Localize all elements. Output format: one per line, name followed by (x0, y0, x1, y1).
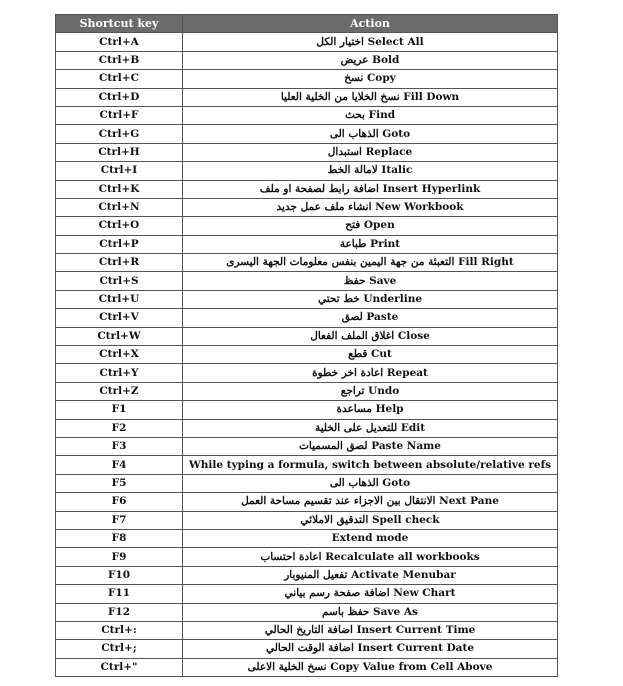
action-cell: حفظ Save (183, 272, 558, 290)
shortcut-key-cell: F6 (56, 493, 183, 511)
action-cell: لامالة الخط Italic (183, 162, 558, 180)
action-cell: نسخ الخلايا من الخلية العليا Fill Down (183, 88, 558, 106)
shortcut-key-cell: Ctrl+K (56, 180, 183, 198)
table-row (56, 327, 558, 345)
action-cell: لصق Paste (183, 309, 558, 327)
table-row (56, 437, 558, 455)
shortcut-key-cell: F9 (56, 548, 183, 566)
header-shortcut-key: Shortcut key (56, 15, 183, 33)
table-row (56, 548, 558, 566)
shortcut-key-cell: F5 (56, 474, 183, 492)
action-cell: Extend mode (183, 529, 558, 547)
table-row (56, 401, 558, 419)
table-row (56, 474, 558, 492)
table-row (56, 106, 558, 124)
table-row (56, 456, 558, 474)
action-cell: اضافة الوقت الحالي Insert Current Date (183, 640, 558, 658)
action-cell: الانتقال بين الاجزاء عند تقسيم مساحة العمل Next Pane (183, 493, 558, 511)
shortcut-key-cell: F8 (56, 529, 183, 547)
action-cell: اضافة التاريخ الحالي Insert Current Time (183, 621, 558, 639)
table-row (56, 309, 558, 327)
action-cell: خط تحتي Underline (183, 290, 558, 308)
table-row (56, 88, 558, 106)
shortcut-key-cell: F7 (56, 511, 183, 529)
shortcut-key-cell: Ctrl+" (56, 658, 183, 676)
action-cell: اغلاق الملف الفعال Close (183, 327, 558, 345)
shortcut-key-cell: F4 (56, 456, 183, 474)
shortcut-key-cell: F3 (56, 437, 183, 455)
action-cell: While typing a formula, switch between absolute/relative refs (183, 456, 558, 474)
table-row (56, 566, 558, 584)
table-row (56, 272, 558, 290)
shortcut-key-cell: F11 (56, 585, 183, 603)
table-row (56, 382, 558, 400)
shortcut-key-cell: Ctrl+F (56, 106, 183, 124)
table-row (56, 254, 558, 272)
shortcut-key-cell: Ctrl+X (56, 346, 183, 364)
shortcut-key-cell: Ctrl+: (56, 621, 183, 639)
shortcut-key-cell: Ctrl+P (56, 235, 183, 253)
shortcut-key-cell: Ctrl+B (56, 51, 183, 69)
shortcut-key-cell: Ctrl+I (56, 162, 183, 180)
action-cell: تفعيل المنيوبار Activate Menubar (183, 566, 558, 584)
shortcut-key-cell: Ctrl+G (56, 125, 183, 143)
shortcut-key-cell: Ctrl+Z (56, 382, 183, 400)
shortcut-key-cell: Ctrl+H (56, 143, 183, 161)
action-cell: طباعة Print (183, 235, 558, 253)
shortcut-key-cell: Ctrl+D (56, 88, 183, 106)
action-cell: التدقيق الاملائي Spell check (183, 511, 558, 529)
action-cell: قطع Cut (183, 346, 558, 364)
table-row (56, 419, 558, 437)
shortcut-key-cell: Ctrl+Y (56, 364, 183, 382)
table-row (56, 235, 558, 253)
table-row (56, 180, 558, 198)
shortcut-key-cell: Ctrl+O (56, 217, 183, 235)
action-cell: للتعديل على الخلية Edit (183, 419, 558, 437)
action-cell: فتح Open (183, 217, 558, 235)
action-cell: لصق المسميات Paste Name (183, 437, 558, 455)
header-row (56, 15, 558, 33)
action-cell: عريض Bold (183, 51, 558, 69)
shortcut-key-cell: Ctrl+; (56, 640, 183, 658)
action-cell: اعادة اخر خطوة Repeat (183, 364, 558, 382)
table-row (56, 621, 558, 639)
action-cell: اعادة احتساب Recalculate all workbooks (183, 548, 558, 566)
action-cell: الذهاب الى Goto (183, 125, 558, 143)
table-body (56, 33, 558, 677)
table-row (56, 198, 558, 216)
action-cell: الذهاب الى Goto (183, 474, 558, 492)
shortcut-key-cell: Ctrl+U (56, 290, 183, 308)
table-row (56, 511, 558, 529)
table-row (56, 493, 558, 511)
shortcut-key-cell: F1 (56, 401, 183, 419)
action-cell: حفظ باسم Save As (183, 603, 558, 621)
shortcut-key-cell: Ctrl+V (56, 309, 183, 327)
table-row (56, 658, 558, 676)
header-action: Action (183, 15, 558, 33)
shortcut-table (55, 14, 558, 677)
table-row (56, 33, 558, 51)
shortcut-key-cell: Ctrl+R (56, 254, 183, 272)
shortcut-key-cell: Ctrl+A (56, 33, 183, 51)
shortcut-key-cell: F10 (56, 566, 183, 584)
table-row (56, 51, 558, 69)
shortcut-key-cell: F12 (56, 603, 183, 621)
action-cell: تراجع Undo (183, 382, 558, 400)
table-row (56, 290, 558, 308)
action-cell: اضافة رابط لصفحة او ملف Insert Hyperlink (183, 180, 558, 198)
table-row (56, 585, 558, 603)
table-row (56, 364, 558, 382)
action-cell: استبدال Replace (183, 143, 558, 161)
action-cell: اضافة صفحة رسم بياني New Chart (183, 585, 558, 603)
shortcut-key-cell: F2 (56, 419, 183, 437)
action-cell: بحث Find (183, 106, 558, 124)
shortcut-key-cell: Ctrl+W (56, 327, 183, 345)
table-row (56, 143, 558, 161)
shortcut-key-cell: Ctrl+N (56, 198, 183, 216)
table-row (56, 70, 558, 88)
table-row (56, 346, 558, 364)
action-cell: التعبئة من جهة اليمين بنفس معلومات الجهة اليسرى Fill Right (183, 254, 558, 272)
table-row (56, 217, 558, 235)
action-cell: اختيار الكل Select All (183, 33, 558, 51)
action-cell: مساعدة Help (183, 401, 558, 419)
table-row (56, 529, 558, 547)
table-row (56, 603, 558, 621)
action-cell: نسخ الخلية الاعلى Copy Value from Cell Above (183, 658, 558, 676)
table-row (56, 640, 558, 658)
action-cell: نسخ Copy (183, 70, 558, 88)
shortcut-key-cell: Ctrl+S (56, 272, 183, 290)
shortcut-key-cell: Ctrl+C (56, 70, 183, 88)
table-row (56, 125, 558, 143)
action-cell: انشاء ملف عمل جديد New Workbook (183, 198, 558, 216)
table-row (56, 162, 558, 180)
